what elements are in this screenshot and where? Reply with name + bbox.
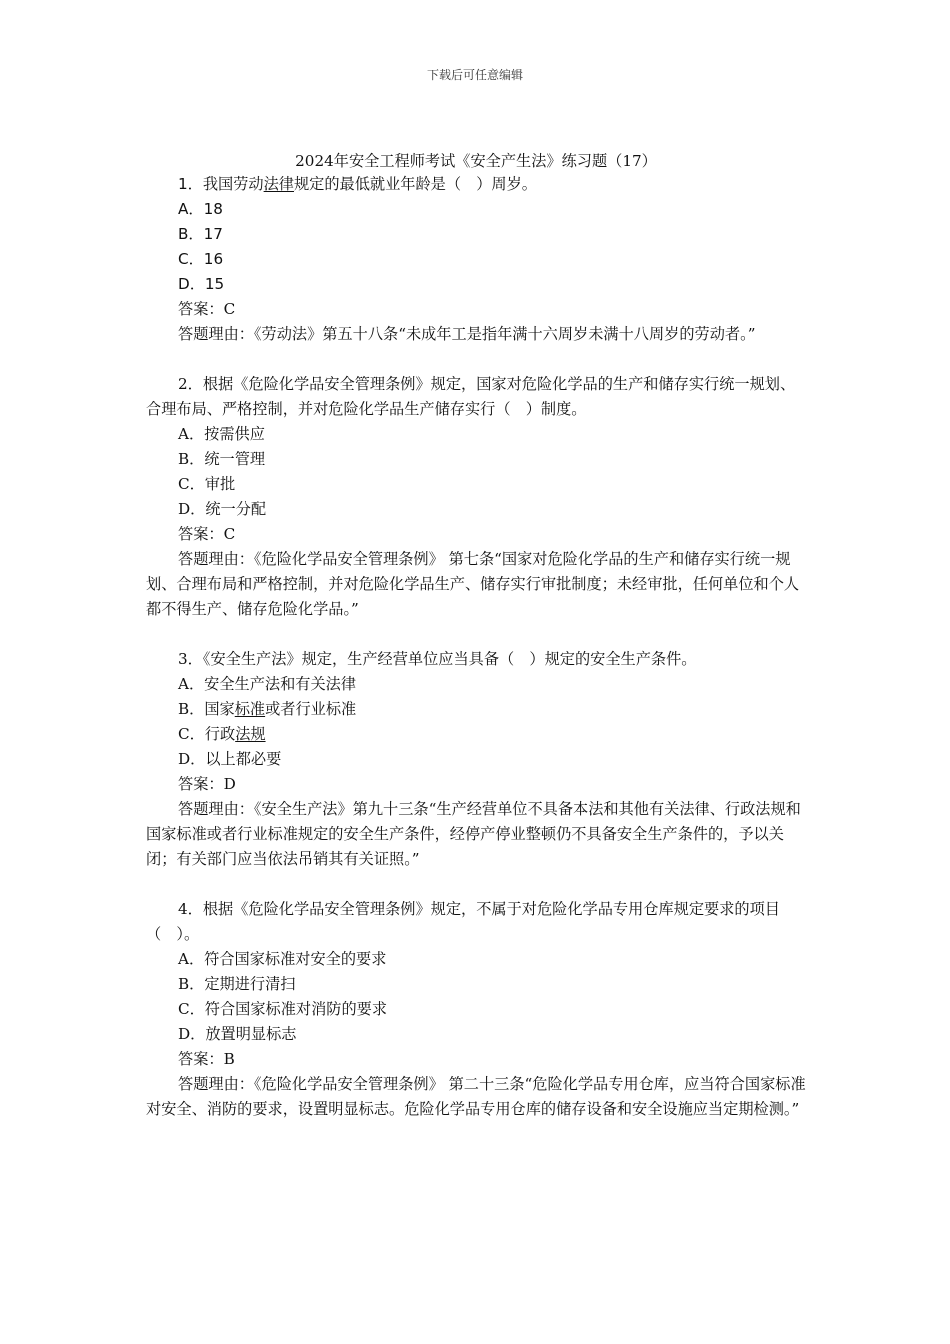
spacer [146,872,806,897]
answer-reason: 答题理由：《安全生产法》第九十三条“生产经营单位不具备本法和其他有关法律、行政法规和国家标准或者行业标准规定的安全生产条件，经停产停业整顿仍不具备安全生产条件的，予以关闭；有关部门应当依法吊销其有关证照。” [146,800,801,868]
option-b: B．统一管理 [178,450,266,468]
answer: 答案：C [178,300,236,318]
option-c: C．16 [178,250,224,268]
spacer [146,347,806,372]
question-stem: 3．《安全生产法》规定，生产经营单位应当具备（ ）规定的安全生产条件。 [178,650,697,668]
option-d: D．统一分配 [178,500,267,518]
answer: 答案：C [178,525,236,543]
answer: 答案：B [178,1050,235,1068]
question-2 [146,372,806,622]
option-c: C．审批 [178,475,236,493]
answer-reason: 答题理由：《危险化学品安全管理条例》 第二十三条“危险化学品专用仓库，应当符合国家标准对安全、消防的要求，设置明显标志。危险化学品专用仓库的储存设备和安全设施应当定期检测。” [146,1075,806,1118]
option-a: A．18 [178,200,223,218]
spacer [146,622,806,647]
answer-reason: 答题理由：《劳动法》第五十八条“未成年工是指年满十六周岁未满十八周岁的劳动者。” [178,325,756,343]
answer: 答案：D [178,775,236,793]
answer-reason: 答题理由：《危险化学品安全管理条例》 第七条“国家对危险化学品的生产和储存实行统一规划、合理布局和严格控制，并对危险化学品生产、储存实行审批制度；未经审批，任何单位和个人都不得生产、储存危险化学品。” [146,550,800,618]
option-d: D．放置明显标志 [178,1025,297,1043]
option-a: A．符合国家标准对安全的要求 [178,950,387,968]
option-d: D．以上都必要 [178,750,282,768]
question-1 [146,172,806,347]
page-header: 下载后可任意编辑 [426,68,523,82]
option-b: B．国家标准或者行业标准 [178,700,357,718]
option-d: D．15 [178,275,225,293]
question-stem: 4．根据《危险化学品安全管理条例》规定，不属于对危险化学品专用仓库规定要求的项目（ ）。 [146,900,780,943]
question-stem: 2．根据《危险化学品安全管理条例》规定，国家对危险化学品的生产和储存实行统一规划、合理布局、严格控制，并对危险化学品生产储存实行（ ）制度。 [146,375,796,418]
document-body [146,150,806,1122]
option-b: B．17 [178,225,223,243]
option-c: C．行政法规 [178,725,266,743]
option-a: A．按需供应 [178,425,265,443]
link-law[interactable]: 法律 [263,175,294,193]
link-regulation[interactable]: 法规 [235,725,266,743]
question-4 [146,897,806,1122]
question-3 [146,647,806,872]
option-c: C．符合国家标准对消防的要求 [178,1000,388,1018]
question-stem: 1．我国劳动法律规定的最低就业年龄是（ ）周岁。 [178,175,537,193]
option-b: B．定期进行清扫 [178,975,296,993]
option-a: A．安全生产法和有关法律 [178,675,357,693]
link-standard[interactable]: 标准 [234,700,266,718]
document-title: 2024年安全工程师考试《安全产生法》练习题（17） [295,152,657,170]
